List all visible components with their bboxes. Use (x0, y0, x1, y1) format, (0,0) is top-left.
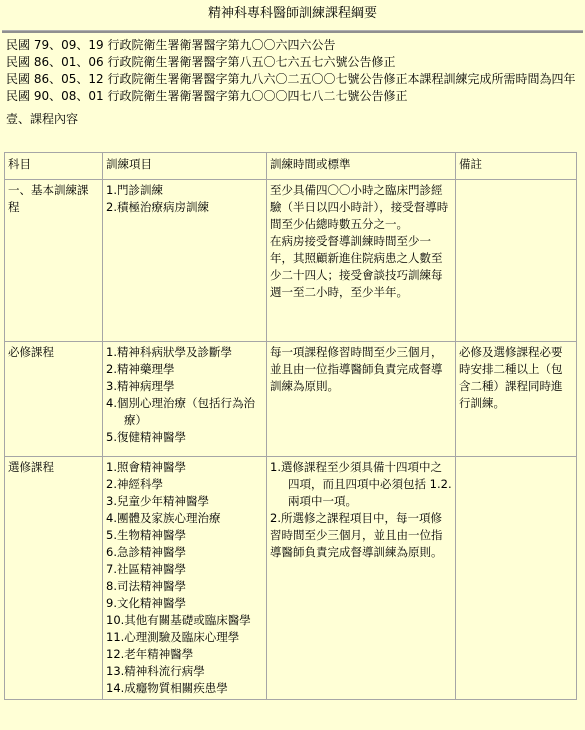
subject-cell: 一、基本訓練課程 (5, 180, 103, 342)
standard-text: 至少具備四〇〇小時之臨床門診經驗（半日以四小時計），接受督導時間至少佔總時數五分之一。 (270, 183, 449, 231)
standard-cell (267, 342, 456, 457)
training-item: 9.文化精神醫學 (106, 596, 186, 610)
training-item: 13.精神科流行病學 (106, 664, 205, 678)
training-item: 2.神經科學 (106, 477, 163, 491)
items-cell (103, 342, 267, 457)
training-item: 2.積極治療病房訓練 (106, 200, 209, 214)
header-training-items: 訓練項目 (103, 153, 267, 180)
header-note: 備註 (456, 153, 577, 180)
standard-text: 2.所選修之課程項目中，每一項修習時間至少三個月，並且由一位指導醫師負責完成督導訓練為原則。 (270, 511, 443, 559)
training-item: 3.精神病理學 (106, 379, 175, 393)
items-cell (103, 180, 267, 342)
notice-line: 民國 79、09、19 行政院衛生署衛署醫字第九〇〇六四六公告 (6, 38, 336, 52)
training-item: 5.生物精神醫學 (106, 528, 186, 542)
page-title: 精神科專科醫師訓練課程綱要 (207, 6, 377, 21)
training-item: 4.個別心理治療（包括行為治療） (106, 396, 255, 427)
training-item: 7.社區精神醫學 (106, 562, 186, 576)
table-row (5, 457, 577, 700)
training-item: 4.團體及家族心理治療 (106, 511, 221, 525)
course-table (4, 152, 577, 700)
notice-list (0, 33, 585, 105)
training-item: 1.照會精神醫學 (106, 460, 186, 474)
note-cell (456, 457, 577, 700)
training-item: 3.兒童少年精神醫學 (106, 494, 209, 508)
training-item: 1.精神科病狀學及診斷學 (106, 345, 232, 359)
table-header-row (5, 153, 577, 180)
standard-cell (267, 180, 456, 342)
subject-cell: 必修課程 (5, 342, 103, 457)
notice-line: 民國 90、08、01 行政院衛生署衛署醫字第九〇〇〇四七八二七號公告修正 (6, 89, 408, 103)
items-cell (103, 457, 267, 700)
note-cell (456, 180, 577, 342)
training-item: 8.司法精神醫學 (106, 579, 186, 593)
training-item: 6.急診精神醫學 (106, 545, 186, 559)
notice-line: 民國 86、01、06 行政院衛生署衛署醫字第八五〇七六五七六號公告修正 (6, 55, 396, 69)
section-heading: 壹、課程內容 (6, 112, 79, 126)
training-item: 14.成癮物質相關疾患學 (106, 681, 228, 695)
header-subject: 科目 (5, 153, 103, 180)
standard-cell (267, 457, 456, 700)
table-row (5, 180, 577, 342)
training-item: 11.心理測驗及臨床心理學 (106, 630, 240, 644)
training-item: 2.精神藥理學 (106, 362, 175, 376)
training-item: 1.門診訓練 (106, 183, 163, 197)
header-standard: 訓練時間或標準 (267, 153, 456, 180)
notice-line: 民國 86、05、12 行政院衛生署衛署醫字第九八六〇二五〇〇七號公告修正本課程訓練完成所需時間為四年 (6, 72, 576, 86)
subject-cell: 選修課程 (5, 457, 103, 700)
note-cell: 必修及選修課程必要時安排二種以上（包含二種）課程同時進行訓練。 (456, 342, 577, 457)
training-item: 12.老年精神醫學 (106, 647, 194, 661)
standard-text: 在病房接受督導訓練時間至少一年，其照顧新進住院病患之人數至少二十四人；接受會談技巧訓練每週一至二小時，至少半年。 (270, 234, 443, 299)
training-item: 10.其他有關基礎或臨床醫學 (106, 613, 251, 627)
table-row (5, 342, 577, 457)
training-item: 5.復健精神醫學 (106, 430, 186, 444)
standard-text: 每一項課程修習時間至少三個月，並且由一位指導醫師負責完成督導訓練為原則。 (270, 345, 443, 393)
standard-text: 1.選修課程至少須具備十四項中之四項，而且四項中必須包括 1.2.兩項中一項。 (270, 460, 452, 508)
